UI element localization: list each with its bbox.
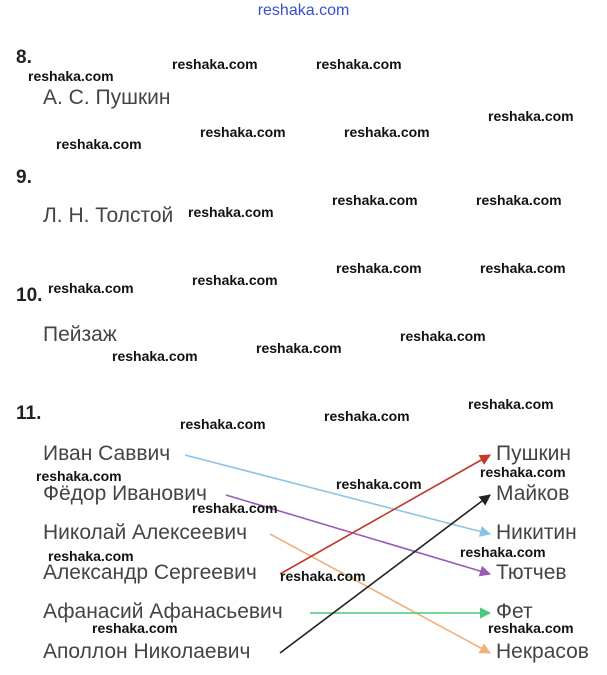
watermark: reshaka.com (112, 348, 198, 364)
answer-8: А. С. Пушкин (43, 86, 171, 109)
watermark: reshaka.com (28, 68, 114, 84)
watermark: reshaka.com (256, 340, 342, 356)
watermark: reshaka.com (188, 204, 274, 220)
answer-10: Пейзаж (43, 323, 117, 346)
right-name: Майков (496, 482, 570, 505)
watermark: reshaka.com (48, 280, 134, 296)
left-name: Иван Саввич (43, 442, 171, 465)
watermark: reshaka.com (336, 476, 422, 492)
watermark: reshaka.com (192, 500, 278, 516)
right-name: Фет (496, 600, 533, 623)
watermark: reshaka.com (336, 260, 422, 276)
question-number-8: 8. (16, 47, 32, 68)
right-name: Пушкин (496, 442, 571, 465)
watermark: reshaka.com (200, 124, 286, 140)
left-name: Фёдор Иванович (43, 482, 207, 505)
watermark: reshaka.com (92, 620, 178, 636)
watermark: reshaka.com (280, 568, 366, 584)
watermark: reshaka.com (172, 56, 258, 72)
watermark: reshaka.com (344, 124, 430, 140)
watermark: reshaka.com (488, 108, 574, 124)
site-header[interactable]: reshaka.com (257, 2, 350, 19)
left-name: Александр Сергеевич (43, 561, 257, 584)
question-number-9: 9. (16, 167, 32, 188)
watermark: reshaka.com (180, 416, 266, 432)
right-name: Никитин (496, 521, 577, 544)
watermark: reshaka.com (480, 464, 566, 480)
watermark: reshaka.com (476, 192, 562, 208)
watermark: reshaka.com (468, 396, 554, 412)
question-number-10: 10. (16, 285, 43, 306)
watermark: reshaka.com (488, 620, 574, 636)
left-name: Афанасий Афанасьевич (43, 600, 283, 623)
watermark: reshaka.com (48, 548, 134, 564)
watermark: reshaka.com (480, 260, 566, 276)
right-name: Некрасов (496, 640, 589, 663)
watermark: reshaka.com (332, 192, 418, 208)
right-name: Тютчев (496, 561, 567, 584)
left-name: Аполлон Николаевич (43, 640, 251, 663)
watermark: reshaka.com (324, 408, 410, 424)
watermark: reshaka.com (192, 272, 278, 288)
watermark: reshaka.com (400, 328, 486, 344)
matching-arrow (280, 455, 490, 574)
answer-9: Л. Н. Толстой (43, 204, 174, 227)
watermark: reshaka.com (460, 544, 546, 560)
left-name: Николай Алексеевич (43, 521, 248, 544)
watermark: reshaka.com (56, 136, 142, 152)
question-number-11: 11. (16, 403, 42, 424)
watermark: reshaka.com (36, 468, 122, 484)
watermark: reshaka.com (316, 56, 402, 72)
